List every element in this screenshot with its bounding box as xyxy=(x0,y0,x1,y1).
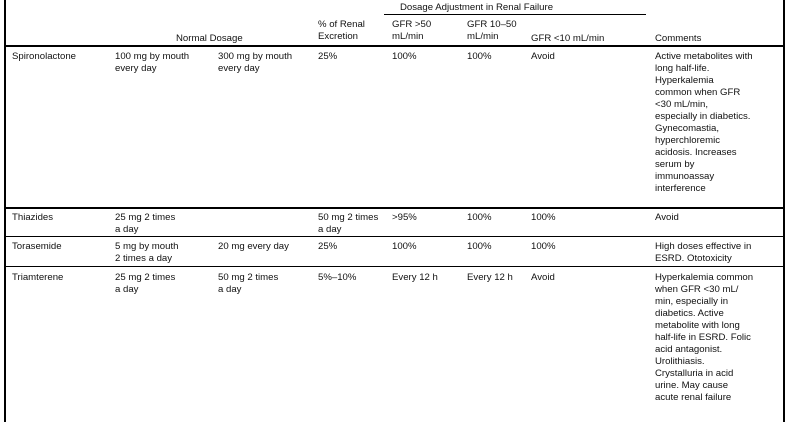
gfr-gt50-value: Every 12 h xyxy=(392,272,438,283)
row-divider xyxy=(4,266,785,267)
gfr-lt10-value: 100% xyxy=(531,241,556,252)
header-gfr-10-50: GFR 10–50 mL/min xyxy=(467,19,517,42)
normal-dose-1: 25 mg 2 times a day xyxy=(115,212,176,235)
gfr-lt10-value: Avoid xyxy=(531,272,555,283)
header-gfr-lt10: GFR <10 mL/min xyxy=(531,33,605,44)
drug-name: Spironolactone xyxy=(12,51,77,62)
normal-dose-1: 25 mg 2 times a day xyxy=(115,272,176,295)
normal-dose-2: 50 mg 2 times a day xyxy=(218,272,279,295)
gfr-gt50-value: >95% xyxy=(392,212,417,223)
header-comments: Comments xyxy=(655,33,702,44)
gfr-gt50-value: 100% xyxy=(392,241,417,252)
gfr-lt10-value: Avoid xyxy=(531,51,555,62)
renal-excretion: 25% xyxy=(318,241,338,252)
table-right-border xyxy=(783,0,785,422)
comments-cell: Hyperkalemia common when GFR <30 mL/ min, especially in diabetics. Active metabolite with long half-life in ESRD. Folic acid antagonist. Urolithiasis. Crystalluria in acid urine. May cause acute renal failure xyxy=(655,272,754,403)
header-renal-excretion: % of Renal Excretion xyxy=(318,19,365,42)
gfr-10-50-value: 100% xyxy=(467,212,492,223)
renal-excretion: 50 mg 2 times a day xyxy=(318,212,379,235)
gfr-10-50-value: Every 12 h xyxy=(467,272,513,283)
gfr-gt50-value: 100% xyxy=(392,51,417,62)
renal-excretion: 5%–10% xyxy=(318,272,357,283)
header-gfr-gt50: GFR >50 mL/min xyxy=(392,19,432,42)
comments-cell: Avoid xyxy=(655,212,679,223)
normal-dose-1: 5 mg by mouth 2 times a day xyxy=(115,241,179,264)
header-rule xyxy=(4,45,785,47)
drug-name: Thiazides xyxy=(12,212,54,223)
table-left-border xyxy=(4,0,6,422)
renal-excretion: 25% xyxy=(318,51,338,62)
row-divider xyxy=(4,236,785,237)
row-divider xyxy=(4,207,785,209)
comments-cell: Active metabolites with long half-life. Hyperkalemia common when GFR <30 mL/min, especially in diabetics. Gynecomastia, hyperchloremic acidosis. Increases serum by immunoassay interference xyxy=(655,51,753,194)
gfr-10-50-value: 100% xyxy=(467,241,492,252)
gfr-lt10-value: 100% xyxy=(531,212,556,223)
drug-name: Torasemide xyxy=(12,241,62,252)
header-normal-dosage: Normal Dosage xyxy=(176,33,243,44)
group-header-underline xyxy=(384,14,646,15)
drug-name: Triamterene xyxy=(12,272,64,283)
normal-dose-2: 20 mg every day xyxy=(218,241,289,252)
comments-cell: High doses effective in ESRD. Ototoxicity xyxy=(655,241,752,264)
header-dosage-adjustment: Dosage Adjustment in Renal Failure xyxy=(400,2,554,13)
normal-dose-2: 300 mg by mouth every day xyxy=(218,51,293,74)
gfr-10-50-value: 100% xyxy=(467,51,492,62)
normal-dose-1: 100 mg by mouth every day xyxy=(115,51,190,74)
